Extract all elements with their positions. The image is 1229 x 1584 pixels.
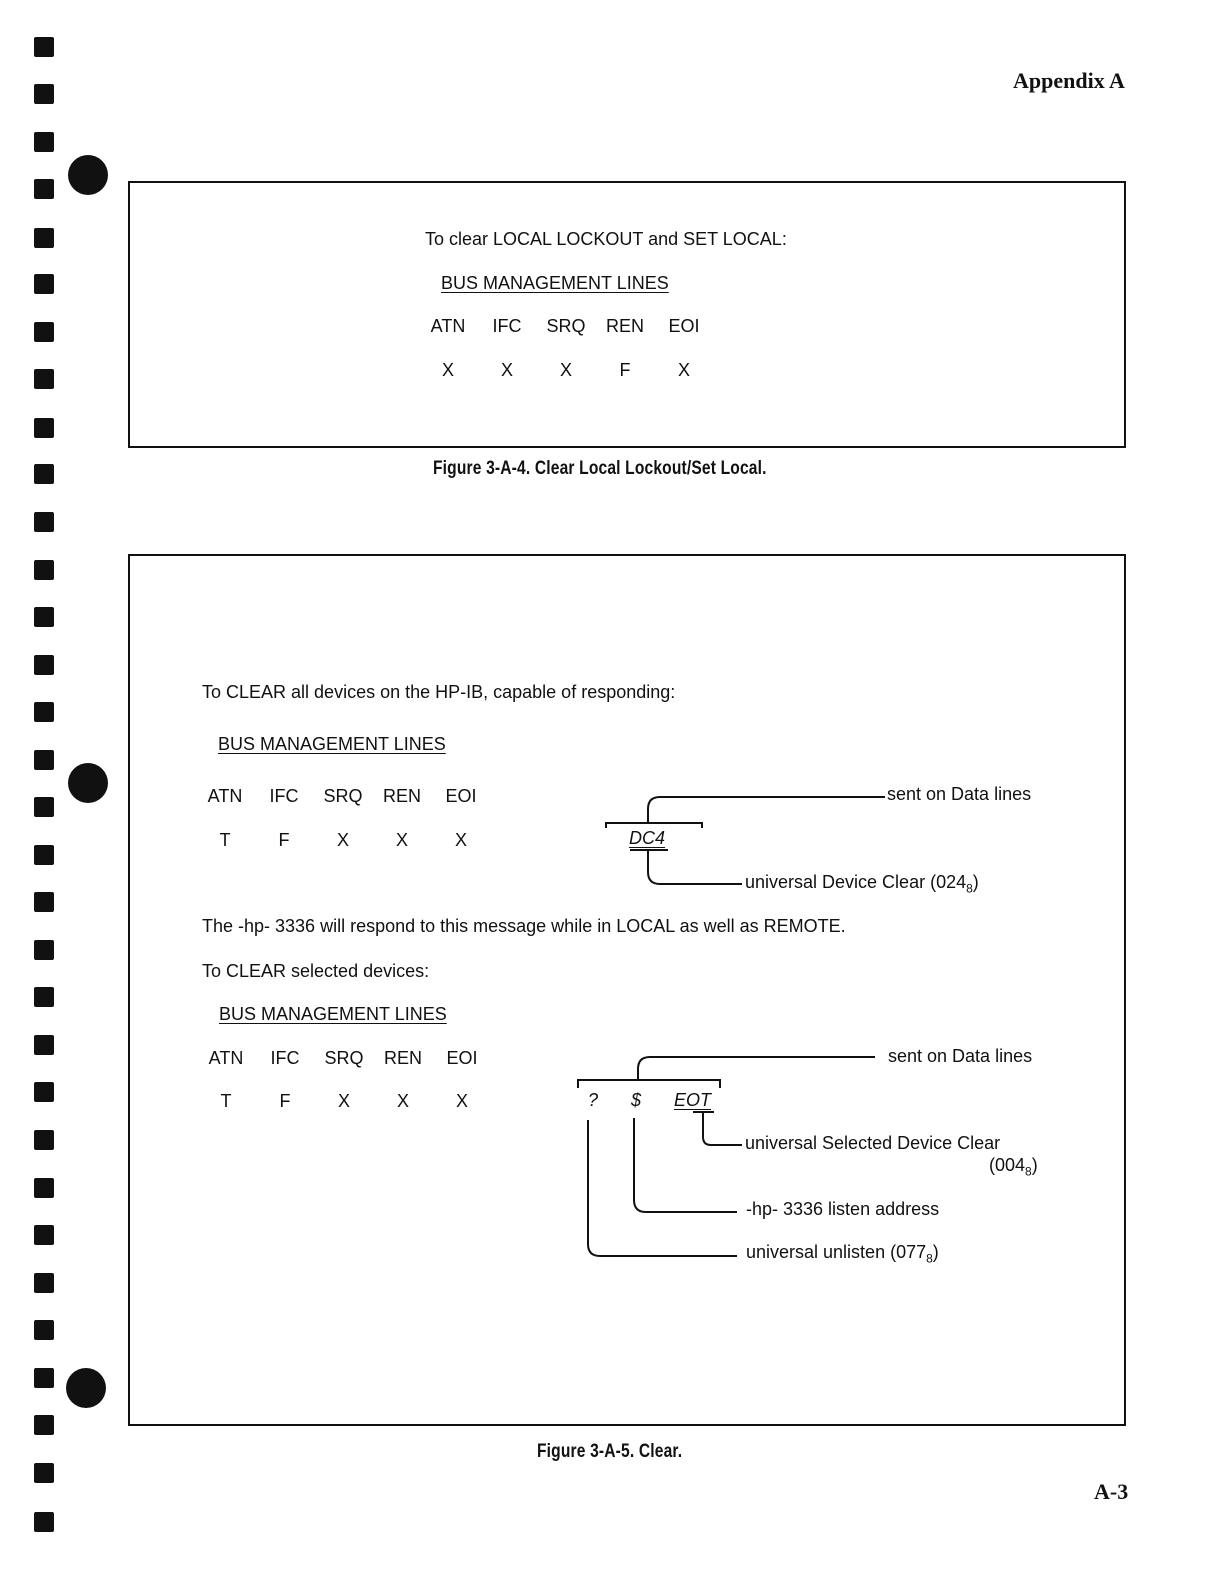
column-header: IFC bbox=[269, 786, 299, 806]
line-value: X bbox=[336, 830, 349, 850]
universal-device-clear-label: universal Device Clear $(024_8)$ bbox=[745, 872, 979, 896]
column-header: ATN bbox=[208, 1048, 244, 1068]
unlisten-symbol: ? bbox=[588, 1090, 599, 1110]
line-value: X bbox=[559, 360, 572, 380]
universal-selected-device-clear-label: universal Selected Device Clear bbox=[745, 1133, 1001, 1153]
column-header: SRQ bbox=[323, 786, 363, 806]
sent-on-data-lines-label: sent on Data lines bbox=[887, 784, 1032, 804]
line-value: X bbox=[500, 360, 513, 380]
column-header: SRQ bbox=[324, 1048, 364, 1068]
universal-unlisten-label: universal unlisten $(077_8)$ bbox=[746, 1242, 939, 1266]
line-value: X bbox=[395, 830, 408, 850]
bracket-line bbox=[634, 1118, 737, 1212]
line-value: X bbox=[455, 1091, 468, 1111]
column-header: ATN bbox=[207, 786, 243, 806]
figure-5-caption: Figure 3-A-5. Clear. bbox=[537, 1441, 683, 1462]
column-header: SRQ bbox=[546, 316, 586, 336]
column-header: EOI bbox=[445, 786, 477, 806]
line-value: T bbox=[220, 1091, 232, 1111]
column-header: EOI bbox=[446, 1048, 478, 1068]
brace-line bbox=[578, 1080, 720, 1088]
line-value: F bbox=[279, 1091, 291, 1111]
listen-address-symbol: $ bbox=[631, 1090, 642, 1110]
figure-4-intro: To clear LOCAL LOCKOUT and SET LOCAL: bbox=[425, 229, 787, 249]
figure-4-heading: BUS MANAGEMENT LINES bbox=[441, 273, 669, 293]
column-header: REN bbox=[383, 1048, 422, 1068]
line-value: X bbox=[677, 360, 690, 380]
column-header: IFC bbox=[270, 1048, 300, 1068]
figure-5-note: The -hp- 3336 will respond to this message while in LOCAL as well as REMOTE. bbox=[202, 916, 846, 936]
column-header: REN bbox=[605, 316, 644, 336]
line-value: T bbox=[219, 830, 231, 850]
line-value: X bbox=[396, 1091, 409, 1111]
bracket-line bbox=[703, 1112, 742, 1145]
dc4-label: DC4 bbox=[629, 828, 666, 848]
figure-5-heading-2: BUS MANAGEMENT LINES bbox=[219, 1004, 447, 1024]
bracket-line bbox=[648, 850, 742, 884]
figure-4-caption: Figure 3-A-4. Clear Local Lockout/Set Local. bbox=[433, 458, 767, 479]
listen-address-label: -hp- 3336 listen address bbox=[746, 1199, 940, 1219]
bracket-line bbox=[588, 1120, 737, 1256]
eot-label: EOT bbox=[674, 1090, 712, 1110]
selected-device-clear-code: $(004_8)$ bbox=[989, 1155, 1038, 1179]
column-header: IFC bbox=[492, 316, 522, 336]
bracket-line bbox=[638, 1057, 875, 1080]
sent-on-data-lines-label: sent on Data lines bbox=[888, 1046, 1033, 1066]
bracket-line bbox=[648, 797, 885, 823]
figure-5-heading-1: BUS MANAGEMENT LINES bbox=[218, 734, 446, 754]
line-value: F bbox=[278, 830, 290, 850]
section-header: Appendix A bbox=[1013, 68, 1125, 93]
column-header: ATN bbox=[430, 316, 466, 336]
column-header: REN bbox=[382, 786, 421, 806]
column-header: EOI bbox=[668, 316, 700, 336]
figure-5-selected-intro: To CLEAR selected devices: bbox=[202, 961, 430, 981]
line-value: X bbox=[454, 830, 467, 850]
page-number: A-3 bbox=[1094, 1479, 1129, 1504]
figure-5-intro: To CLEAR all devices on the HP-IB, capable of responding: bbox=[202, 682, 676, 702]
line-value: X bbox=[337, 1091, 350, 1111]
line-value: X bbox=[441, 360, 454, 380]
line-value: F bbox=[619, 360, 631, 380]
